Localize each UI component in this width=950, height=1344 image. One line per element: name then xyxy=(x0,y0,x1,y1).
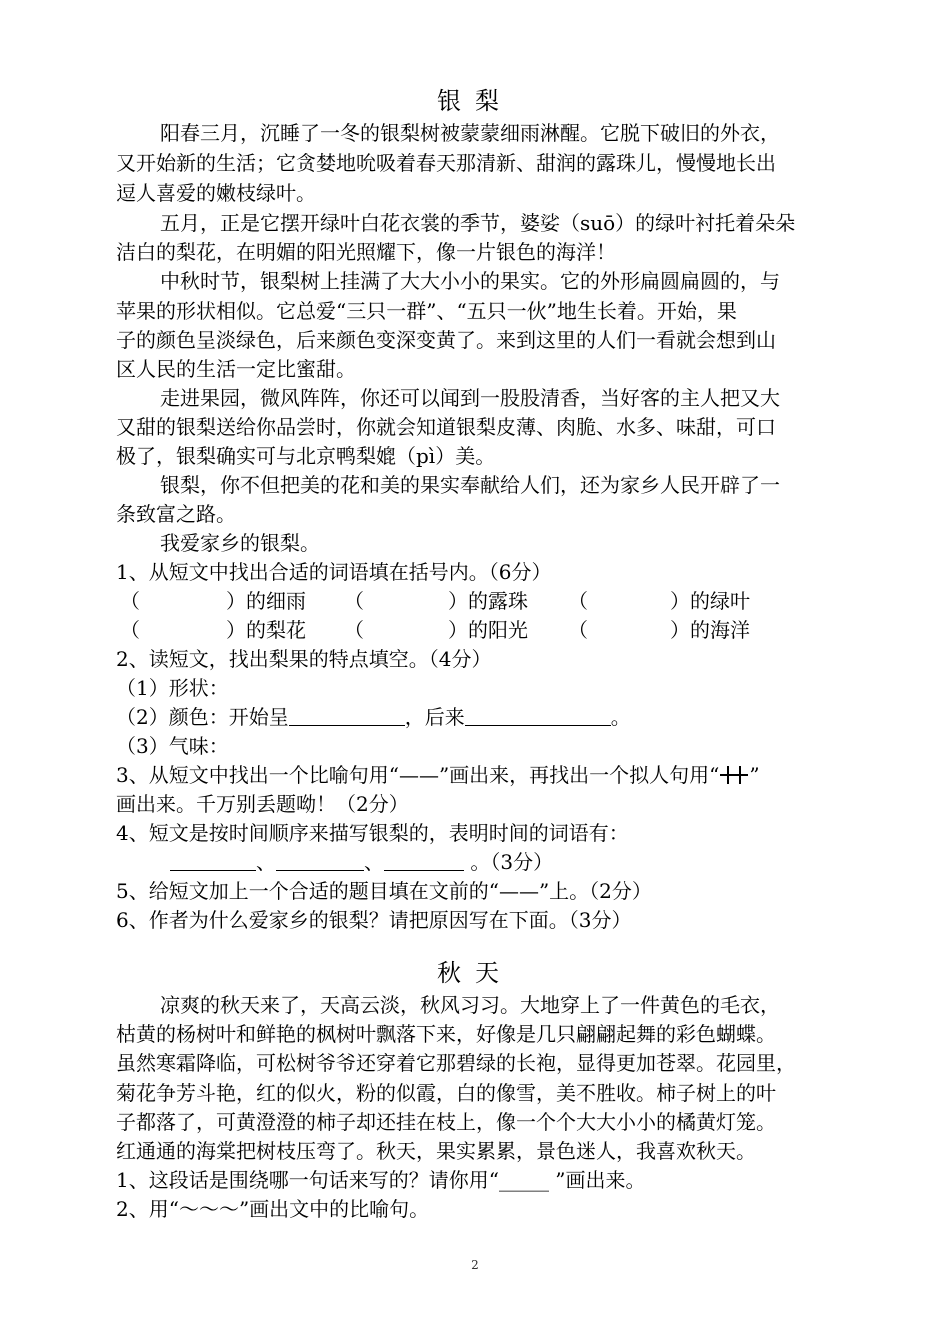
passage1-line-10: 走进果园，微风阵阵，你还可以闻到一股股清香，当好客的主人把又大 xyxy=(160,386,780,410)
passage1-line-8: 子的颜色呈淡绿色，后来颜色变深变黄了。来到这里的人们一看就会想到山 xyxy=(116,328,776,352)
question-3-line-2: 画出来。千万别丢题呦！（2分） xyxy=(116,792,409,816)
q2-color-line xyxy=(116,704,631,730)
passage2-line-5: 子都落了，可黄澄澄的柿子却还挂在枝上，像一个个大大小小的橘黄灯笼。 xyxy=(116,1110,776,1134)
q1-blank-lihua[interactable]: ）的梨花 xyxy=(226,618,306,642)
q1-paren-open: （ xyxy=(568,589,588,613)
passage1-line-1: 阳春三月，沉睡了一冬的银梨树被蒙蒙细雨淋醒。它脱下破旧的外衣， xyxy=(160,121,780,145)
q3-text-a: 3、从短文中找出一个比喻句用“——”画出来，再找出一个拟人句用“ xyxy=(116,763,720,787)
question-4: 4、短文是按时间顺序来描写银梨的，表明时间的词语有： xyxy=(116,821,629,845)
question-1: 1、从短文中找出合适的词语填在括号内。（6分） xyxy=(116,560,552,584)
question-7: 1、这段话是围绕哪一句话来写的？请你用“_____ ”画出来。 xyxy=(116,1168,646,1192)
passage2-line-6: 红通通的海棠把树枝压弯了。秋天，果实累累，景色迷人，我喜欢秋天。 xyxy=(116,1139,756,1163)
q4-end: 。（3分） xyxy=(470,850,554,874)
q4-sep: 、 xyxy=(364,850,384,874)
q1-blank-xiyu[interactable]: ）的细雨 xyxy=(226,589,306,613)
passage2-line-1: 凉爽的秋天来了，天高云淡，秋风习习。大地穿上了一件黄色的毛衣， xyxy=(160,993,780,1017)
title-qiutian: 秋天 xyxy=(437,959,513,987)
cross-mark-icon xyxy=(719,765,749,785)
q1-blank-haiyang[interactable]: ）的海洋 xyxy=(670,618,750,642)
passage1-line-11: 又甜的银梨送给你品尝时，你就会知道银梨皮薄、肉脆、水多、味甜，可口 xyxy=(116,415,776,439)
q4-blank-3[interactable] xyxy=(384,850,464,871)
passage1-line-3: 逗人喜爱的嫩枝绿叶。 xyxy=(116,181,316,205)
q3-text-b: ” xyxy=(749,763,760,787)
passage2-line-4: 菊花争芳斗艳，红的似火，粉的似霞，白的像雪，美不胜收。柿子树上的叶 xyxy=(116,1081,776,1105)
passage1-line-12: 极了，银梨确实可与北京鸭梨媲（pì）美。 xyxy=(116,444,496,468)
q4-blanks-line xyxy=(170,849,553,875)
passage1-line-14: 条致富之路。 xyxy=(116,502,236,526)
q1-paren-open: （ xyxy=(568,618,588,642)
passage1-line-13: 银梨，你不但把美的花和美的果实奉献给人们，还为家乡人民开辟了一 xyxy=(160,473,780,497)
q1-paren-open: （ xyxy=(344,618,364,642)
q1-paren-open: （ xyxy=(120,618,140,642)
question-8: 2、用“～～～”画出文中的比喻句。 xyxy=(116,1197,430,1221)
passage1-line-6: 中秋时节，银梨树上挂满了大大小小的果实。它的外形扁圆扁圆的，与 xyxy=(160,269,780,293)
q4-sep: 、 xyxy=(256,850,276,874)
question-2: 2、读短文，找出梨果的特点填空。（4分） xyxy=(116,647,492,671)
question-5: 5、给短文加上一个合适的题目填在文前的“——”上。（2分） xyxy=(116,879,652,903)
q4-blank-1[interactable] xyxy=(170,850,256,871)
passage1-line-5: 洁白的梨花，在明媚的阳光照耀下，像一片银色的海洋！ xyxy=(116,240,616,264)
passage1-line-7: 苹果的形状相似。它总爱“三只一群”、“五只一伙”地生长着。开始，果 xyxy=(116,299,737,323)
passage1-line-4: 五月，正是它摆开绿叶白花衣裳的季节，婆娑（suō）的绿叶衬托着朵朵 xyxy=(160,211,796,235)
passage1-line-9: 区人民的生活一定比蜜甜。 xyxy=(116,357,356,381)
q1-paren-open: （ xyxy=(344,589,364,613)
q1-blank-lvye[interactable]: ）的绿叶 xyxy=(670,589,750,613)
question-6: 6、作者为什么爱家乡的银梨？请把原因写在下面。（3分） xyxy=(116,908,632,932)
title-yinli: 银梨 xyxy=(437,87,513,115)
q1-blank-yangguang[interactable]: ）的阳光 xyxy=(448,618,528,642)
q1-blank-luzhu[interactable]: ）的露珠 xyxy=(448,589,528,613)
passage2-line-3: 虽然寒霜降临，可松树爷爷还穿着它那碧绿的长袍，显得更加苍翠。花园里， xyxy=(116,1051,796,1075)
q2-blank-later-color[interactable] xyxy=(465,705,611,726)
q2-blank-start-color[interactable] xyxy=(289,705,405,726)
q1-paren-open: （ xyxy=(120,589,140,613)
q2-smell: （3）气味： xyxy=(116,734,229,758)
q2-shape: （1）形状： xyxy=(116,676,229,700)
question-3-line-1 xyxy=(116,762,760,788)
passage1-line-2: 又开始新的生活；它贪婪地吮吸着春天那清新、甜润的露珠儿，慢慢地长出 xyxy=(116,151,776,175)
passage2-line-2: 枯黄的杨树叶和鲜艳的枫树叶飘落下来，好像是几只翩翩起舞的彩色蝴蝶。 xyxy=(116,1022,776,1046)
q2-color-c: 。 xyxy=(610,705,631,729)
page-number: 2 xyxy=(471,1258,479,1272)
q4-blank-2[interactable] xyxy=(276,850,364,871)
passage1-line-15: 我爱家乡的银梨。 xyxy=(160,531,320,555)
q2-color-b: ，后来 xyxy=(404,705,465,729)
q2-color-a: （2）颜色：开始呈 xyxy=(116,705,289,729)
